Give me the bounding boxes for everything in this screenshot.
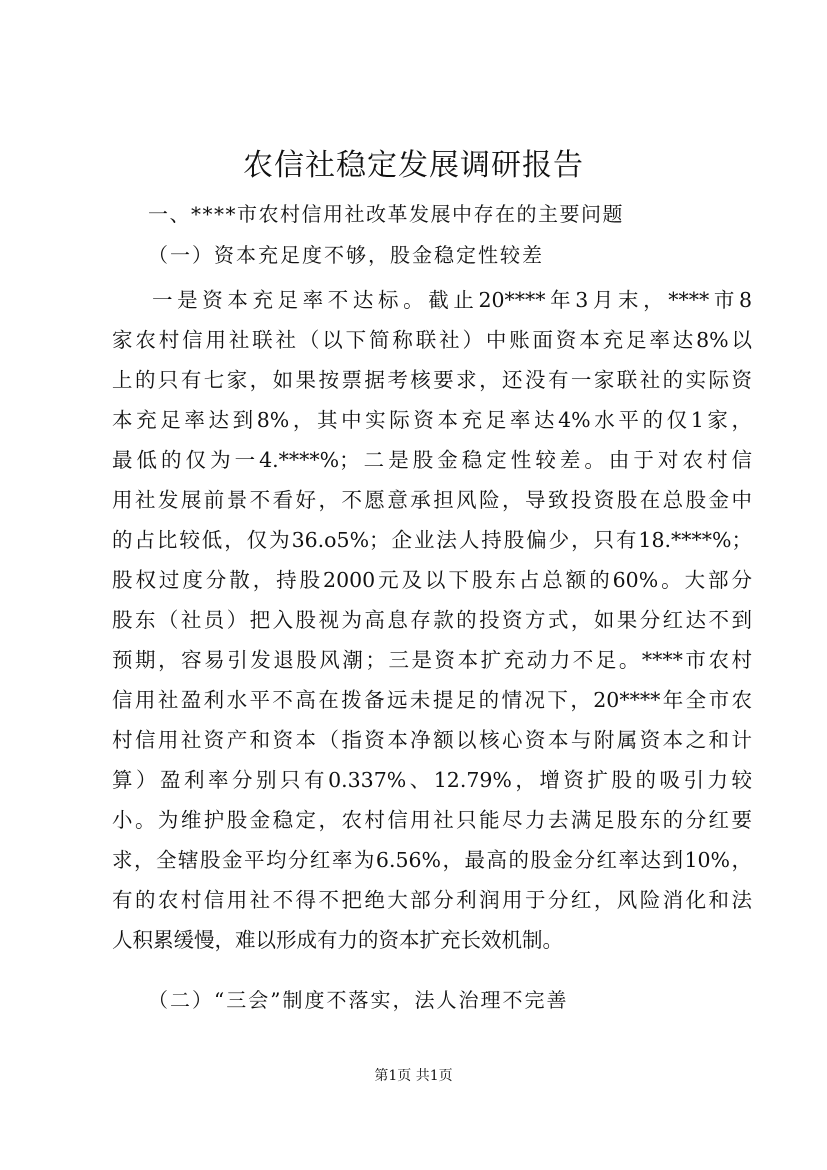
paragraph-line: 股东（社员）把入股视为高息存款的投资方式，如果分红达不到 [112,608,752,632]
paragraph-line: 求，全辖股金平均分红率为6.56%，最高的股金分红率达到10%， [112,848,752,872]
subsection-heading: （一）资本充足度不够，股金稳定性较差 [148,243,544,267]
page-footer: 第1页 共1页 [374,1068,453,1084]
paragraph-line: 预期，容易引发退股风潮；三是资本扩充动力不足。****市农村 [112,648,752,672]
paragraph-line: 一是资本充足率不达标。截止20****年3月末，****市8 [152,288,752,312]
paragraph-line: 家农村信用社联社（以下简称联社）中账面资本充足率达8%以 [112,328,752,352]
section-heading: 一、****市农村信用社改革发展中存在的主要问题 [148,202,624,226]
paragraph-line: 有的农村信用社不得不把绝大部分利润用于分红，风险消化和法 [112,888,752,912]
paragraph-line: 最低的仅为一4.****%；二是股金稳定性较差。由于对农村信 [112,448,752,472]
paragraph-line: 股权过度分散，持股2000元及以下股东占总额的60%。大部分 [112,568,752,592]
paragraph-line: 本充足率达到8%，其中实际资本充足率达4%水平的仅1家， [112,408,752,432]
paragraph-line: 用社发展前景不看好，不愿意承担风险，导致投资股在总股金中 [112,488,752,512]
paragraph-line: 上的只有七家，如果按票据考核要求，还没有一家联社的实际资 [112,368,752,392]
body-paragraph [112,280,752,960]
paragraph-line: 村信用社资产和资本（指资本净额以核心资本与附属资本之和计 [112,728,752,752]
paragraph-line: 的占比较低，仅为36.o5%；企业法人持股偏少，只有18.****%； [112,528,752,552]
paragraph-line: 小。为维护股金稳定，农村信用社只能尽力去满足股东的分红要 [112,808,752,832]
paragraph-line: 算）盈利率分别只有0.337%、12.79%，增资扩股的吸引力较 [112,768,752,792]
subsection-heading: （二）“三会”制度不落实，法人治理不完善 [148,988,569,1012]
paragraph-line: 信用社盈利水平不高在拨备远未提足的情况下，20****年全市农 [112,688,752,712]
document-title: 农信社稳定发展调研报告 [243,148,584,183]
paragraph-line: 人积累缓慢，难以形成有力的资本扩充长效机制。 [112,928,563,952]
